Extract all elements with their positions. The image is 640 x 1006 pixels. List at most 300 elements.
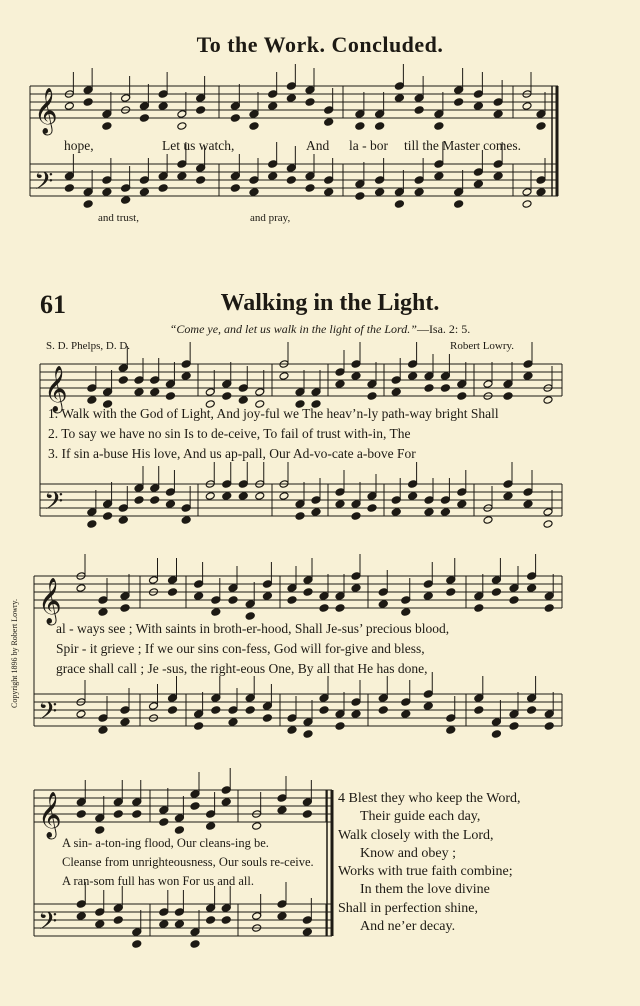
note-head xyxy=(493,98,503,107)
note-head xyxy=(454,200,464,209)
note-head xyxy=(76,912,86,921)
treble-clef: 𝄞 xyxy=(38,792,62,838)
note-head xyxy=(474,592,484,601)
note-head xyxy=(335,380,345,389)
note-head xyxy=(98,714,108,723)
note-head xyxy=(286,164,296,173)
treble-clef: 𝄞 xyxy=(38,578,62,624)
note-head xyxy=(228,584,238,593)
note-head xyxy=(454,188,464,197)
note-head xyxy=(523,500,533,509)
note-head xyxy=(139,102,149,111)
stanza-line: And ne’er decay. xyxy=(360,919,456,935)
note-head xyxy=(286,82,296,91)
note-head xyxy=(493,172,503,181)
note-head xyxy=(473,90,483,99)
note-head xyxy=(355,122,365,131)
note-head xyxy=(64,184,74,193)
note-head xyxy=(134,484,144,493)
note-head xyxy=(196,94,206,103)
note-head xyxy=(168,588,178,597)
note-head xyxy=(132,810,142,819)
note-head xyxy=(211,706,221,715)
note-head xyxy=(457,392,467,401)
note-head xyxy=(121,94,131,103)
note-head xyxy=(454,86,464,95)
note-head xyxy=(491,730,501,739)
note-head xyxy=(302,798,312,807)
verse-3-line-3: A ran-som full has won For us and all. xyxy=(62,874,254,888)
note-head xyxy=(302,810,312,819)
scripture-reference: —Isa. 2: 5. xyxy=(416,322,471,336)
note-head xyxy=(159,818,169,827)
note-head xyxy=(440,384,450,393)
note-head xyxy=(238,480,248,489)
verse-1-line-1: 1. Walk with the God of Light, And joy-ful we The heav’n-ly path-way bright Shall xyxy=(48,406,499,421)
note-head xyxy=(158,172,168,181)
note-head xyxy=(277,900,287,909)
note-head xyxy=(424,496,434,505)
note-head xyxy=(277,794,287,803)
note-head xyxy=(238,384,248,393)
note-head xyxy=(211,694,221,703)
note-head xyxy=(174,826,184,835)
note-head xyxy=(351,584,361,593)
bass-lyric-and-pray: and pray, xyxy=(250,212,291,224)
note-head xyxy=(118,364,128,373)
note-head xyxy=(335,488,345,497)
note-head xyxy=(190,928,200,937)
note-head xyxy=(134,496,144,505)
note-head xyxy=(457,488,467,497)
note-head xyxy=(303,576,313,585)
note-head xyxy=(165,500,175,509)
lyric-till-the-master-comes: till the Master comes. xyxy=(404,138,521,153)
note-head xyxy=(305,86,315,95)
note-head xyxy=(394,94,404,103)
note-head xyxy=(491,718,501,727)
verse-2-line-1: 2. To say we have no sin Is to de-ceive, To fail of trust with-in, The xyxy=(48,426,411,441)
note-head xyxy=(118,504,128,513)
note-head xyxy=(238,492,248,501)
note-head xyxy=(279,372,289,381)
stanza-line: 4 Blest they who keep the Word, xyxy=(338,791,521,806)
stanza-line: Their guide each day, xyxy=(360,809,481,825)
note-head xyxy=(394,82,404,91)
note-head xyxy=(113,916,123,925)
note-head xyxy=(194,580,204,589)
bass-clef: 𝄢 xyxy=(34,167,54,202)
note-head xyxy=(87,384,97,393)
note-head xyxy=(483,516,493,525)
note-head xyxy=(367,392,377,401)
note-head xyxy=(523,488,533,497)
note-head xyxy=(228,596,238,605)
note-head xyxy=(287,584,297,593)
note-head xyxy=(414,188,424,197)
note-head xyxy=(249,122,259,131)
note-head xyxy=(194,722,204,731)
note-head xyxy=(473,180,483,189)
note-head xyxy=(255,388,265,397)
note-head xyxy=(378,694,388,703)
note-head xyxy=(76,810,86,819)
note-head xyxy=(319,706,329,715)
note-head xyxy=(295,512,305,521)
note-head xyxy=(335,604,345,613)
note-head xyxy=(351,698,361,707)
note-head xyxy=(120,706,130,715)
lyric-and: And xyxy=(306,138,330,153)
note-head xyxy=(196,176,206,185)
note-head xyxy=(149,576,159,585)
note-head xyxy=(305,98,315,107)
verse-3-line-1: 3. If sin a-buse His love, And us ap-pall, Our Ad-vo-cate a-bove For xyxy=(48,446,416,461)
note-head xyxy=(375,122,385,131)
note-head xyxy=(324,118,334,127)
note-head xyxy=(378,706,388,715)
note-head xyxy=(523,372,533,381)
note-head xyxy=(206,810,216,819)
note-head xyxy=(64,102,74,111)
note-head xyxy=(434,122,444,131)
note-head xyxy=(118,376,128,385)
note-head xyxy=(483,380,493,389)
note-head xyxy=(76,798,86,807)
note-head xyxy=(159,908,169,917)
note-head xyxy=(302,928,312,937)
note-head xyxy=(252,912,262,921)
note-head xyxy=(509,722,519,731)
note-head xyxy=(303,730,313,739)
note-head xyxy=(221,786,231,795)
note-head xyxy=(543,396,553,405)
note-head xyxy=(205,388,215,397)
note-head xyxy=(335,368,345,377)
note-head xyxy=(391,376,401,385)
note-head xyxy=(230,114,240,123)
stanza-line: Shall in perfection shine, xyxy=(338,900,478,916)
scripture-line xyxy=(100,322,540,337)
note-head xyxy=(245,600,255,609)
note-head xyxy=(177,160,187,169)
treble-clef: 𝄞 xyxy=(44,366,68,412)
note-head xyxy=(165,392,175,401)
note-head xyxy=(355,192,365,201)
note-head xyxy=(196,106,206,115)
note-head xyxy=(132,940,142,949)
hymn-number: 61 xyxy=(40,290,66,319)
note-head xyxy=(103,388,113,397)
verse-1-line-2: al - ways see ; With saints in broth-er-hood, Shall Je-sus’ precious blood, xyxy=(56,621,450,636)
note-head xyxy=(440,372,450,381)
note-head xyxy=(335,500,345,509)
stanza-line: In them the love divine xyxy=(360,882,490,898)
note-head xyxy=(303,588,313,597)
note-head xyxy=(150,388,160,397)
bass-clef: 𝄢 xyxy=(38,907,58,942)
note-head xyxy=(102,176,112,185)
note-head xyxy=(351,360,361,369)
note-head xyxy=(311,508,321,517)
note-head xyxy=(139,188,149,197)
note-head xyxy=(474,604,484,613)
note-head xyxy=(440,508,450,517)
note-head xyxy=(64,172,74,181)
note-head xyxy=(544,710,554,719)
note-head xyxy=(83,98,93,107)
lyric-hope: hope, xyxy=(64,138,94,153)
note-head xyxy=(249,110,259,119)
page-title: To the Work. Concluded. xyxy=(196,32,444,57)
note-head xyxy=(335,592,345,601)
note-head xyxy=(190,802,200,811)
note-head xyxy=(408,480,418,489)
note-head xyxy=(190,940,200,949)
note-head xyxy=(522,102,532,111)
note-head xyxy=(523,360,533,369)
note-head xyxy=(335,710,345,719)
note-head xyxy=(83,86,93,95)
note-head xyxy=(446,576,456,585)
note-head xyxy=(522,200,532,209)
author-credit: S. D. Phelps, D. D. xyxy=(46,340,131,352)
note-head xyxy=(249,176,259,185)
note-head xyxy=(544,722,554,731)
note-head xyxy=(408,492,418,501)
note-head xyxy=(351,710,361,719)
verse-3-line-2: grace shall call ; Je -sus, the right-eous One, By all that He has done, xyxy=(56,661,428,676)
note-head xyxy=(206,904,216,913)
note-head xyxy=(132,928,142,937)
note-head xyxy=(268,160,278,169)
note-head xyxy=(150,484,160,493)
note-head xyxy=(503,492,513,501)
note-head xyxy=(120,604,130,613)
note-head xyxy=(98,608,108,617)
note-head xyxy=(194,710,204,719)
note-head xyxy=(491,576,501,585)
verse-2-line-3: Cleanse from unrighteousness, Our souls re-ceive. xyxy=(62,855,314,869)
note-head xyxy=(159,920,169,929)
note-head xyxy=(262,592,272,601)
note-head xyxy=(181,516,191,525)
note-head xyxy=(211,608,221,617)
bass-clef: 𝄢 xyxy=(38,697,58,732)
note-head xyxy=(434,172,444,181)
verse-1-line-3: A sin- a-ton-ing flood, Our cleans-ing be. xyxy=(62,836,269,850)
note-head xyxy=(295,500,305,509)
note-head xyxy=(287,726,297,735)
note-head xyxy=(367,492,377,501)
note-head xyxy=(408,372,418,381)
note-head xyxy=(423,592,433,601)
note-head xyxy=(491,588,501,597)
note-head xyxy=(268,90,278,99)
note-head xyxy=(222,480,232,489)
note-head xyxy=(503,380,513,389)
note-head xyxy=(509,710,519,719)
note-head xyxy=(139,176,149,185)
note-head xyxy=(527,706,537,715)
note-head xyxy=(190,790,200,799)
note-head xyxy=(401,596,411,605)
note-head xyxy=(287,596,297,605)
note-head xyxy=(434,110,444,119)
note-head xyxy=(351,572,361,581)
note-head xyxy=(174,920,184,929)
note-head xyxy=(454,98,464,107)
note-head xyxy=(414,94,424,103)
note-head xyxy=(440,496,450,505)
note-head xyxy=(230,102,240,111)
note-head xyxy=(544,604,554,613)
note-head xyxy=(527,584,537,593)
note-head xyxy=(424,508,434,517)
note-head xyxy=(113,904,123,913)
note-head xyxy=(401,608,411,617)
note-head xyxy=(103,512,113,521)
note-head xyxy=(255,492,265,501)
note-head xyxy=(102,110,112,119)
note-head xyxy=(139,114,149,123)
note-head xyxy=(527,694,537,703)
copyright-notice: Copyright 1896 by Robert Lowry. xyxy=(10,598,19,708)
note-head xyxy=(230,172,240,181)
note-head xyxy=(414,106,424,115)
note-head xyxy=(302,916,312,925)
note-head xyxy=(544,592,554,601)
note-head xyxy=(287,714,297,723)
treble-clef: 𝄞 xyxy=(34,88,58,134)
note-head xyxy=(228,706,238,715)
note-head xyxy=(355,180,365,189)
note-head xyxy=(76,584,86,593)
note-head xyxy=(174,814,184,823)
scripture-quote: “Come ye, and let us walk in the light of the Lord.” xyxy=(169,322,417,336)
note-head xyxy=(394,200,404,209)
note-head xyxy=(473,102,483,111)
note-head xyxy=(503,480,513,489)
lyric-let-us-watch: Let us watch, xyxy=(162,138,235,153)
note-head xyxy=(408,360,418,369)
note-head xyxy=(211,596,221,605)
note-head xyxy=(118,516,128,525)
note-head xyxy=(102,122,112,131)
note-head xyxy=(391,388,401,397)
note-head xyxy=(423,580,433,589)
stanza-line: Know and obey ; xyxy=(360,845,457,861)
note-head xyxy=(305,172,315,181)
note-head xyxy=(168,694,178,703)
note-head xyxy=(181,360,191,369)
note-head xyxy=(503,392,513,401)
note-head xyxy=(252,822,262,831)
note-head xyxy=(177,110,187,119)
note-head xyxy=(394,188,404,197)
note-head xyxy=(159,806,169,815)
note-head xyxy=(206,916,216,925)
note-head xyxy=(158,90,168,99)
note-head xyxy=(98,596,108,605)
note-head xyxy=(103,500,113,509)
note-head xyxy=(150,376,160,385)
note-head xyxy=(177,122,187,131)
note-head xyxy=(355,110,365,119)
note-head xyxy=(536,122,546,131)
note-head xyxy=(262,702,272,711)
note-head xyxy=(375,188,385,197)
note-head xyxy=(95,920,105,929)
note-head xyxy=(194,592,204,601)
note-head xyxy=(434,160,444,169)
note-head xyxy=(423,702,433,711)
note-head xyxy=(228,718,238,727)
note-head xyxy=(221,798,231,807)
note-head xyxy=(319,604,329,613)
note-head xyxy=(222,492,232,501)
note-head xyxy=(324,176,334,185)
hymn-title: Walking in the Light. xyxy=(220,290,440,316)
note-head xyxy=(76,900,86,909)
note-head xyxy=(295,388,305,397)
note-head xyxy=(509,596,519,605)
stanza-4 xyxy=(338,790,521,936)
note-head xyxy=(120,592,130,601)
note-head xyxy=(196,164,206,173)
bass-clef: 𝄢 xyxy=(44,487,64,522)
note-head xyxy=(543,520,553,529)
lyric-labor: la - bor xyxy=(349,138,388,153)
note-head xyxy=(391,496,401,505)
note-head xyxy=(351,372,361,381)
note-head xyxy=(221,916,231,925)
note-head xyxy=(177,172,187,181)
note-head xyxy=(286,94,296,103)
note-head xyxy=(181,504,191,513)
bass-lyric-and-trust: and trust, xyxy=(98,212,139,224)
note-head xyxy=(423,690,433,699)
note-head xyxy=(262,580,272,589)
note-head xyxy=(311,388,321,397)
note-head xyxy=(522,188,532,197)
note-head xyxy=(493,110,503,119)
note-head xyxy=(509,584,519,593)
note-head xyxy=(262,714,272,723)
note-head xyxy=(543,508,553,517)
note-head xyxy=(149,702,159,711)
note-head xyxy=(311,496,321,505)
note-head xyxy=(324,188,334,197)
note-head xyxy=(286,176,296,185)
note-head xyxy=(113,810,123,819)
note-head xyxy=(493,160,503,169)
note-head xyxy=(473,168,483,177)
note-head xyxy=(158,184,168,193)
note-head xyxy=(457,500,467,509)
composer-credit: Robert Lowry. xyxy=(450,340,515,352)
note-head xyxy=(378,600,388,609)
note-head xyxy=(351,512,361,521)
note-head xyxy=(277,806,287,815)
note-head xyxy=(165,380,175,389)
note-head xyxy=(268,172,278,181)
note-head xyxy=(375,110,385,119)
note-head xyxy=(424,384,434,393)
note-head xyxy=(230,184,240,193)
verse-2-line-2: Spir - it grieve ; If we our sins con-fess, God will for-give and bless, xyxy=(56,641,425,656)
note-head xyxy=(536,188,546,197)
